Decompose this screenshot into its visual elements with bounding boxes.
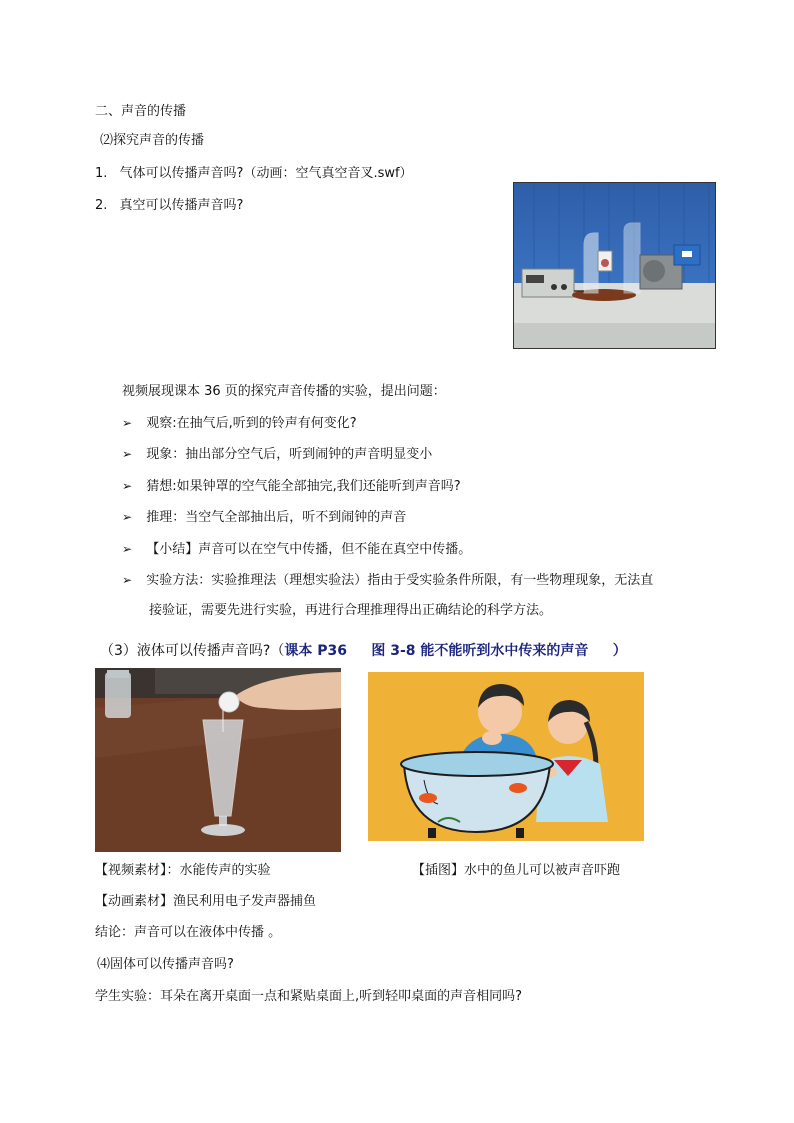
liquid-question	[100, 641, 627, 661]
liquid-question-suffix: ）	[588, 643, 627, 659]
fish-bowl-illustration	[368, 672, 644, 841]
animation-material-line: 【动画素材】渔民利用电子发声器捕鱼	[95, 894, 317, 909]
bullet-continuation: 接验证，需要先进行实验，再进行合理推理得出正确结论的科学方法。	[149, 603, 553, 618]
question-1-text: 气体可以传播声音吗?（动画：空气真空音叉.swf）	[119, 166, 413, 181]
vacuum-experiment-photo	[513, 182, 716, 349]
student-experiment-line: 学生实验：耳朵在离开桌面一点和紧贴桌面上,听到轻叩桌面的声音相同吗?	[95, 989, 523, 1004]
bullet-text: 现象：抽出部分空气后，听到闹钟的声音明显变小	[146, 447, 433, 462]
bullet-arrow-icon: ➢	[122, 416, 133, 430]
question-1-number: 1.	[95, 166, 108, 181]
bullet-text: 【小结】声音可以在空气中传播，但不能在真空中传播。	[146, 542, 472, 557]
bullet-arrow-icon: ➢	[122, 447, 133, 461]
bullet-item	[122, 570, 653, 591]
bullet-arrow-icon: ➢	[122, 479, 133, 493]
liquid-question-prefix: （3）液体可以传播声音吗?（	[100, 643, 285, 659]
section-title: 二、声音的传播	[95, 104, 187, 119]
bullet-text: 实验方法：实验推理法（理想实验法）指由于受实验条件所限，有一些物理现象，无法直	[146, 573, 654, 588]
bullet-item	[122, 413, 357, 434]
bullet-item	[122, 507, 406, 528]
bullet-text: 推理：当空气全部抽出后，听不到闹钟的声音	[146, 510, 407, 525]
bullet-item	[122, 476, 461, 497]
bullet-arrow-icon: ➢	[122, 542, 133, 556]
video-intro: 视频展现课本 36 页的探究声音传播的实验，提出问题：	[122, 384, 446, 399]
question-1	[95, 164, 413, 184]
caption-video-material: 【视频素材】：水能传声的实验	[95, 863, 271, 878]
textbook-reference: 课本 P36 图 3-8 能不能听到水中传来的声音	[284, 643, 589, 659]
caption-illustration: 【插图】水中的鱼儿可以被声音吓跑	[412, 863, 621, 878]
bullet-arrow-icon: ➢	[122, 510, 133, 524]
question-2-text: 真空可以传播声音吗?	[119, 198, 244, 213]
bullet-item	[122, 539, 471, 560]
question-2	[95, 196, 243, 216]
bullet-arrow-icon: ➢	[122, 573, 133, 587]
bullet-text: 猜想:如果钟罩的空气能全部抽完,我们还能听到声音吗?	[146, 479, 461, 494]
water-sound-experiment-photo	[95, 668, 341, 852]
bullet-text: 观察:在抽气后,听到的铃声有何变化?	[146, 416, 357, 431]
conclusion-line: 结论：声音可以在液体中传播 。	[95, 925, 282, 940]
sub-title: ⑵探究声音的传播	[100, 133, 205, 148]
solid-question: ⑷固体可以传播声音吗?	[97, 957, 234, 972]
question-2-number: 2.	[95, 198, 108, 213]
bullet-item	[122, 444, 432, 465]
